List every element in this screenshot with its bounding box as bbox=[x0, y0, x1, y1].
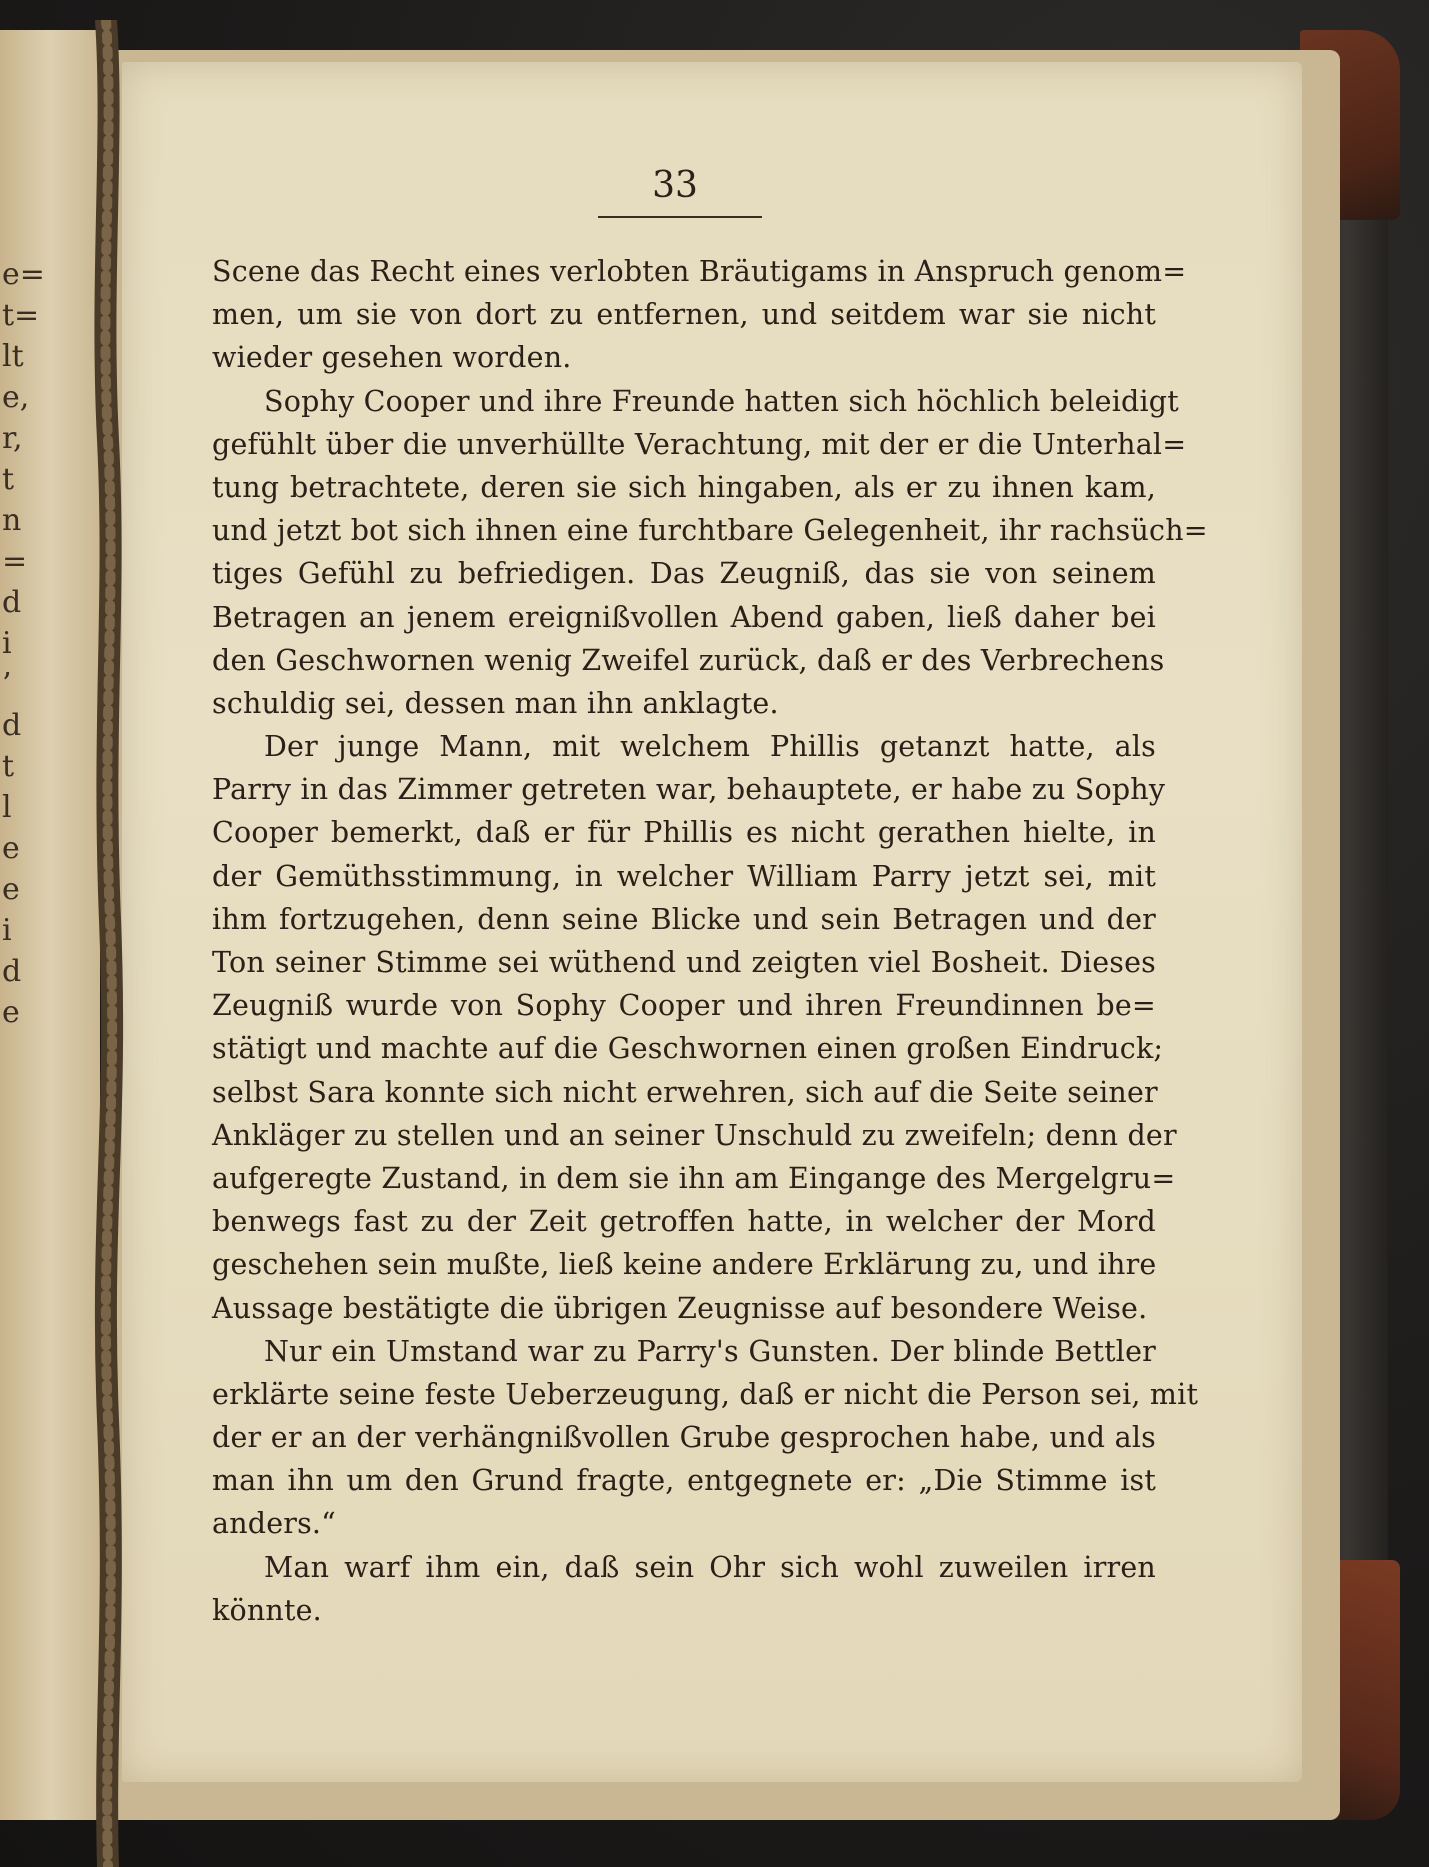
previous-page-fragment: t bbox=[2, 462, 15, 497]
previous-page-fragment: i bbox=[2, 626, 12, 661]
text-line: der Gemüthsstimmung, in welcher William Parry jetzt sei, mit bbox=[212, 859, 1156, 893]
text-line: gefühlt über die unverhüllte Verachtung, mit der er die Unterhal= bbox=[212, 427, 1187, 461]
previous-page-fragment: i bbox=[2, 913, 12, 948]
previous-page-fragment: n bbox=[2, 503, 22, 538]
text-line: schuldig sei, dessen man ihn anklagte. bbox=[212, 686, 779, 720]
text-line: ihm fortzugehen, denn seine Blicke und sein Betragen und der bbox=[212, 902, 1156, 936]
previous-page-fragment: t= bbox=[2, 298, 40, 333]
text-line: benwegs fast zu der Zeit getroffen hatte, in welcher der Mord bbox=[212, 1205, 1156, 1239]
text-line: den Geschwornen wenig Zweifel zurück, daß er des Verbrechens bbox=[212, 643, 1165, 677]
text-line: man ihn um den Grund fragte, entgegnete er: „Die Stimme ist bbox=[212, 1464, 1156, 1498]
text-line: Parry in das Zimmer getreten war, behauptete, er habe zu Sophy bbox=[212, 773, 1166, 807]
text-line: tung betrachtete, deren sie sich hingaben, als er zu ihnen kam, bbox=[212, 470, 1156, 504]
text-line: Man warf ihm ein, daß sein Ohr sich wohl zuweilen irren bbox=[264, 1550, 1156, 1584]
text-line: Scene das Recht eines verlobten Bräutigams in Anspruch genom= bbox=[212, 255, 1187, 288]
text-line: der er an der verhängnißvollen Grube gesprochen habe, und als bbox=[212, 1421, 1156, 1455]
text-line: Der junge Mann, mit welchem Phillis getanzt hatte, als bbox=[264, 730, 1156, 764]
previous-page-fragment: l bbox=[2, 790, 12, 825]
previous-page-fragment: e bbox=[2, 831, 20, 866]
previous-page-fragment: d bbox=[2, 708, 22, 743]
previous-page-fragment: = bbox=[2, 544, 28, 579]
text-line: Sophy Cooper und ihre Freunde hatten sich höchlich beleidigt bbox=[264, 384, 1179, 418]
previous-page-fragment: r, bbox=[2, 421, 23, 456]
text-line: anders.“ bbox=[212, 1507, 336, 1541]
text-line: geschehen sein mußte, ließ keine andere Erklärung zu, und ihre bbox=[212, 1248, 1157, 1282]
text-line: men, um sie von dort zu entfernen, und seitdem war sie nicht bbox=[212, 298, 1156, 332]
previous-page-fragment: e, bbox=[2, 380, 30, 415]
text-line: Cooper bemerkt, daß er für Phillis es nicht gerathen hielte, in bbox=[212, 816, 1156, 850]
text-line: wieder gesehen worden. bbox=[212, 341, 572, 375]
text-line: stätigt und machte auf die Geschwornen einen großen Eindruck; bbox=[212, 1032, 1164, 1066]
text-line: Ankläger zu stellen und an seiner Unschuld zu zweifeln; denn der bbox=[212, 1118, 1177, 1152]
body-text bbox=[212, 250, 1208, 1632]
text-line: tiges Gefühl zu befriedigen. Das Zeugniß, das sie von seinem bbox=[212, 557, 1156, 591]
text-line: aufgeregte Zustand, in dem sie ihn am Eingange des Mergelgru= bbox=[212, 1161, 1176, 1195]
text-line: Aussage bestätigte die übrigen Zeugnisse auf besondere Weise. bbox=[212, 1291, 1148, 1325]
binding-cord bbox=[78, 20, 136, 1867]
header-rule bbox=[598, 216, 762, 218]
text-line: könnte. bbox=[212, 1593, 322, 1627]
previous-page-fragment: lt bbox=[2, 339, 24, 374]
previous-page-fragment: d bbox=[2, 585, 22, 620]
text-line: selbst Sara konnte sich nicht erwehren, sich auf die Seite seiner bbox=[212, 1075, 1158, 1109]
text-line: und jetzt bot sich ihnen eine furchtbare Gelegenheit, ihr rachsüch= bbox=[212, 514, 1208, 548]
text-line: Zeugniß wurde von Sophy Cooper und ihren Freundinnen be= bbox=[212, 989, 1156, 1023]
previous-page-fragment: ’ bbox=[2, 667, 12, 702]
text-line: Nur ein Umstand war zu Parry's Gunsten. Der blinde Bettler bbox=[264, 1334, 1156, 1368]
text-line: erklärte seine feste Ueberzeugung, daß er nicht die Person sei, mit bbox=[212, 1377, 1199, 1411]
page-number: 33 bbox=[652, 165, 698, 206]
previous-page-fragment: d bbox=[2, 954, 22, 989]
previous-page-fragment: e bbox=[2, 872, 20, 907]
previous-page-fragment: e bbox=[2, 995, 20, 1030]
text-line: Ton seiner Stimme sei wüthend und zeigten viel Bosheit. Dieses bbox=[212, 946, 1156, 979]
text-line: Betragen an jenem ereignißvollen Abend gaben, ließ daher bei bbox=[212, 600, 1156, 634]
previous-page-fragment: t bbox=[2, 749, 15, 784]
previous-page-fragment: e= bbox=[2, 257, 45, 292]
